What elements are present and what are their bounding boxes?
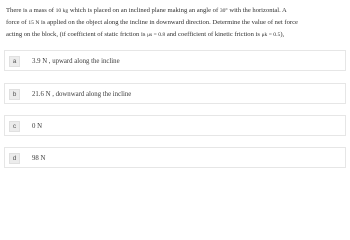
question-line-2 [6,17,346,29]
option-text: 0 N [32,123,43,130]
option-letter-badge: a [9,56,20,67]
question-fragment: acting on the block, (if coefficient of static friction is [6,31,148,38]
question-fragment: with the horizontal. A [227,7,287,14]
option-text: 3.9 N , upward along the incline [32,58,120,65]
answer-option-d[interactable] [4,147,346,168]
mass-value: 10 kg [55,8,69,14]
question-fragment: and coefficient of kinetic friction is [165,31,262,38]
question-text [6,5,346,41]
angle-value: 30° [219,8,228,14]
question-fragment: which is placed on an inclined plane making an angle of [68,7,220,14]
question-line-3 [6,29,346,41]
option-letter-badge: d [9,153,20,164]
static-friction-coefficient: μs = 0.8 [147,32,166,38]
answer-option-b[interactable] [4,83,346,104]
question-fragment: force of [6,19,29,26]
option-letter-badge: b [9,89,20,100]
question-fragment: There is a mass of [6,7,56,14]
answer-option-a[interactable] [4,50,346,71]
kinetic-friction-coefficient: μk = 0.5 [261,32,281,38]
option-text: 21.6 N , downward along the incline [32,91,132,98]
option-letter-badge: c [9,121,20,132]
force-value: 15 N [28,20,40,26]
question-fragment: ), [280,31,285,38]
option-text: 98 N [32,155,46,162]
answer-option-c[interactable] [4,115,346,136]
question-line-1 [6,5,346,17]
question-fragment: is applied on the object along the incline in downward direction. Determine the value of net force [39,19,298,26]
